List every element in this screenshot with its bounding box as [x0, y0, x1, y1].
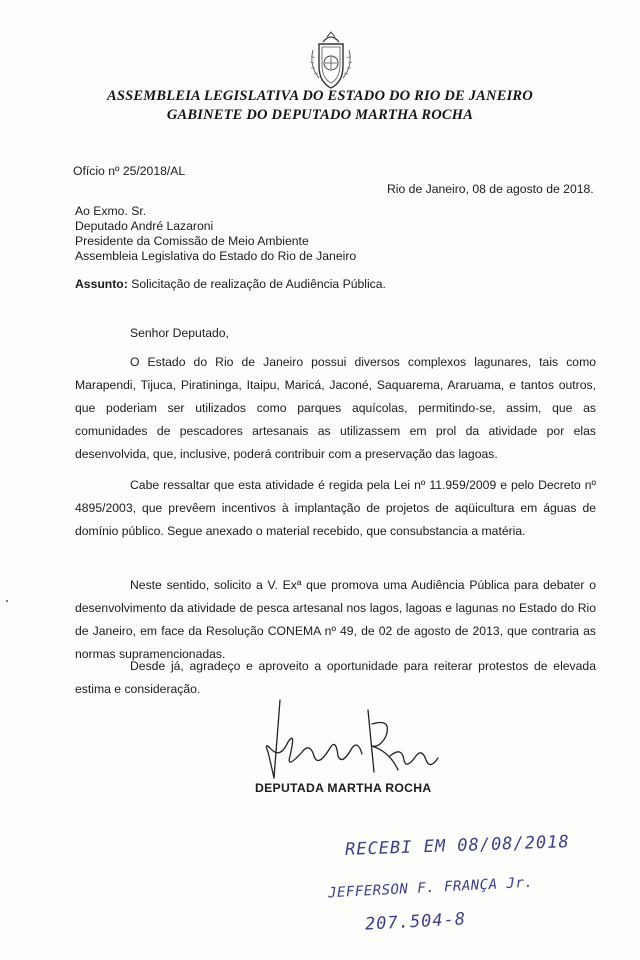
letter-date: Rio de Janeiro, 08 de agosto de 2018.	[387, 182, 594, 196]
letter-reference: Ofício nº 25/2018/AL	[73, 164, 186, 178]
addressee-line: Presidente da Comissão de Meio Ambiente	[75, 234, 309, 248]
received-note: RECEBI EM 08/08/2018	[344, 832, 570, 860]
body-paragraph: O Estado do Rio de Janeiro possui diversos complexos lagunares, tais como Marapendi, Tijuca, Piratininga, Itaipu, Maricá, Jaconé, Saquarema, Araruama, e tantos outros, que poderiam ser utilizados como parques aquícolas, permitindo-se, assim, que as comunidades de pescadores artesanais as utilizassem em prol da atividade por elas desenvolvida, que, inclusive, poderá contribuir com a preservação das lagoas.	[75, 355, 596, 461]
body-paragraph: Neste sentido, solicito a V. Exª que promova uma Audiência Pública para debater o desenvolvimento da atividade de pesca artesanal nos lagos, lagoas e lagunas no Estado do Rio de Janeiro, em face da Resolução CONEMA nº 49, de 02 de agosto de 2013, que contraria as normas supramencionadas.	[75, 578, 596, 661]
addressee-line: Ao Exmo. Sr.	[75, 204, 147, 218]
body-paragraph: Desde já, agradeço e aproveito a oportunidade para reiterar protestos de elevada estima e consideração.	[75, 659, 596, 696]
subject-label: Assunto:	[75, 277, 128, 291]
body-paragraph: Cabe ressaltar que esta atividade é regida pela Lei nº 11.959/2009 e pelo Decreto nº 4895/2003, que prevêem incentivos à implantação de projetos de aqüicultura em águas de domínio público. Segue anexado o material recebido, que consubstancia a matéria.	[75, 478, 596, 538]
receiver-id-note: 207.504-8	[364, 909, 467, 935]
subject-line	[75, 276, 386, 292]
handwritten-signature	[240, 690, 450, 790]
office-name: GABINETE DO DEPUTADO MARTHA ROCHA	[166, 107, 474, 123]
state-coat-of-arms-icon	[305, 30, 357, 92]
signer-name: DEPUTADA MARTHA ROCHA	[255, 781, 432, 795]
institution-name: ASSEMBLEIA LEGISLATIVA DO ESTADO DO RIO DE JANEIRO	[107, 88, 533, 104]
addressee-line: Deputado André Lazaroni	[75, 219, 214, 233]
paper-speck	[6, 600, 8, 602]
addressee-line: Assembleia Legislativa do Estado do Rio de Janeiro	[75, 249, 357, 263]
subject-text: Solicitação de realização de Audiência Pública.	[127, 277, 386, 291]
receiver-name-note: JEFFERSON F. FRANÇA Jr.	[327, 874, 534, 902]
salutation: Senhor Deputado,	[130, 326, 229, 340]
